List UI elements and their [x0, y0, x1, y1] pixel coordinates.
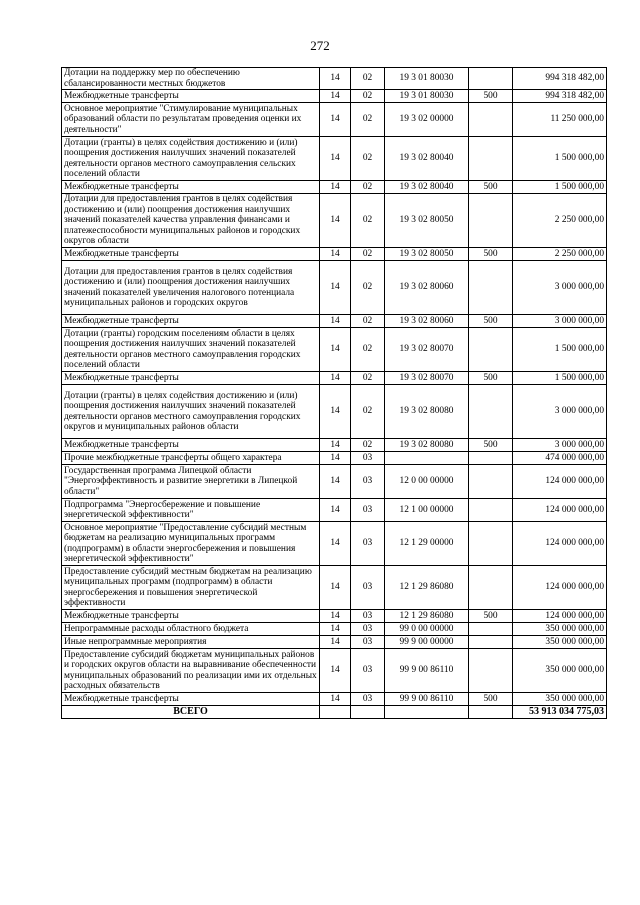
row-name-cell: Дотации для предоставления грантов в целях содействия достижению и (или) поощрения достижения наилучших значений показателей увеличения налогового потенциала муниципальных районов и городских округов [62, 261, 320, 315]
row-subsection-cell: 03 [351, 566, 385, 610]
row-subsection-cell: 03 [351, 649, 385, 693]
row-amount-cell: 1 500 000,00 [513, 328, 607, 372]
row-section-cell: 14 [320, 328, 351, 372]
row-subsection-cell: 02 [351, 439, 385, 452]
row-article-cell: 19 3 02 80040 [385, 181, 469, 194]
row-name-cell: Дотации (гранты) городским поселениям области в целях поощрения достижения наилучших значений показателей деятельности органов местного самоуправления городских поселений области [62, 328, 320, 372]
row-amount-cell: 3 000 000,00 [513, 315, 607, 328]
row-name-cell: Подпрограмма "Энергосбережение и повышение энергетической эффективности" [62, 499, 320, 522]
row-article-cell: 12 0 00 00000 [385, 465, 469, 499]
row-name-cell: Межбюджетные трансферты [62, 372, 320, 385]
row-name-cell: Основное мероприятие "Стимулирование муниципальных образований области по результатам проведения оценки их деятельности" [62, 103, 320, 137]
row-amount-cell: 1 500 000,00 [513, 137, 607, 181]
row-article-cell: 99 9 00 86110 [385, 649, 469, 693]
row-article-cell: 12 1 00 00000 [385, 499, 469, 522]
row-amount-cell: 350 000 000,00 [513, 693, 607, 706]
row-amount-cell: 2 250 000,00 [513, 194, 607, 248]
row-expense-type-cell: 500 [469, 439, 513, 452]
row-section-cell: 14 [320, 248, 351, 261]
row-amount-cell: 994 318 482,00 [513, 90, 607, 103]
row-article-cell: 19 3 02 80060 [385, 261, 469, 315]
total-empty-cell [469, 706, 513, 719]
row-section-cell: 14 [320, 465, 351, 499]
row-expense-type-cell: 500 [469, 90, 513, 103]
row-section-cell: 14 [320, 194, 351, 248]
row-amount-cell: 1 500 000,00 [513, 181, 607, 194]
row-expense-type-cell [469, 452, 513, 465]
table-row [62, 194, 607, 248]
row-amount-cell: 1 500 000,00 [513, 372, 607, 385]
budget-table [61, 67, 607, 719]
row-article-cell: 19 3 02 80050 [385, 194, 469, 248]
row-name-cell: Дотации на поддержку мер по обеспечению сбалансированности местных бюджетов [62, 68, 320, 90]
row-name-cell: Государственная программа Липецкой области "Энергоэффективность и развитие энергетики в Липецкой области" [62, 465, 320, 499]
row-subsection-cell: 02 [351, 68, 385, 90]
row-section-cell: 14 [320, 261, 351, 315]
table-row [62, 566, 607, 610]
row-section-cell: 14 [320, 137, 351, 181]
row-expense-type-cell [469, 328, 513, 372]
table-row [62, 261, 607, 315]
row-section-cell: 14 [320, 439, 351, 452]
table-row [62, 439, 607, 452]
row-amount-cell: 3 000 000,00 [513, 439, 607, 452]
row-name-cell: Дотации для предоставления грантов в целях содействия достижению и (или) поощрения достижения наилучших значений показателей качества управления финансами и платежеспособности муниципальных районов и городских округов области [62, 194, 320, 248]
row-subsection-cell: 02 [351, 137, 385, 181]
row-subsection-cell: 03 [351, 499, 385, 522]
row-expense-type-cell: 500 [469, 248, 513, 261]
row-section-cell: 14 [320, 522, 351, 566]
row-article-cell: 19 3 02 80050 [385, 248, 469, 261]
table-row [62, 623, 607, 636]
row-name-cell: Прочие межбюджетные трансферты общего характера [62, 452, 320, 465]
row-expense-type-cell [469, 68, 513, 90]
row-section-cell: 14 [320, 649, 351, 693]
row-name-cell: Предоставление субсидий местным бюджетам на реализацию муниципальных программ (подпрограмм) в области энергосбережения и повышения энергетической эффективности [62, 566, 320, 610]
row-section-cell: 14 [320, 103, 351, 137]
row-amount-cell: 124 000 000,00 [513, 499, 607, 522]
row-amount-cell: 124 000 000,00 [513, 566, 607, 610]
table-row [62, 90, 607, 103]
row-subsection-cell: 03 [351, 636, 385, 649]
row-name-cell: Межбюджетные трансферты [62, 248, 320, 261]
row-expense-type-cell [469, 465, 513, 499]
table-row [62, 693, 607, 706]
row-name-cell: Межбюджетные трансферты [62, 693, 320, 706]
row-expense-type-cell [469, 499, 513, 522]
row-expense-type-cell [469, 261, 513, 315]
row-section-cell: 14 [320, 452, 351, 465]
row-article-cell: 19 3 01 80030 [385, 68, 469, 90]
row-name-cell: Межбюджетные трансферты [62, 181, 320, 194]
row-expense-type-cell: 500 [469, 372, 513, 385]
row-section-cell: 14 [320, 90, 351, 103]
row-article-cell: 12 1 29 00000 [385, 522, 469, 566]
row-expense-type-cell [469, 649, 513, 693]
table-row [62, 68, 607, 90]
row-name-cell: Дотации (гранты) в целях содействия достижению и (или) поощрения достижения наилучших значений показателей деятельности органов местного самоуправления сельских поселений области [62, 137, 320, 181]
total-empty-cell [320, 706, 351, 719]
row-expense-type-cell: 500 [469, 181, 513, 194]
row-section-cell: 14 [320, 499, 351, 522]
row-name-cell: Межбюджетные трансферты [62, 439, 320, 452]
row-name-cell: Межбюджетные трансферты [62, 315, 320, 328]
row-article-cell: 99 9 00 00000 [385, 636, 469, 649]
row-subsection-cell: 03 [351, 465, 385, 499]
row-amount-cell: 474 000 000,00 [513, 452, 607, 465]
row-subsection-cell: 03 [351, 522, 385, 566]
table-row [62, 649, 607, 693]
total-row [62, 706, 607, 719]
row-article-cell: 19 3 02 80060 [385, 315, 469, 328]
row-expense-type-cell: 500 [469, 610, 513, 623]
row-name-cell: Предоставление субсидий бюджетам муниципальных районов и городских округов области на выравнивание обеспеченности муниципальных образований по реализации ими их отдельных расходных обязательств [62, 649, 320, 693]
row-expense-type-cell [469, 103, 513, 137]
row-amount-cell: 11 250 000,00 [513, 103, 607, 137]
table-row [62, 315, 607, 328]
row-article-cell: 19 3 02 80080 [385, 439, 469, 452]
table-row [62, 103, 607, 137]
table-row [62, 385, 607, 439]
table-row [62, 465, 607, 499]
row-expense-type-cell [469, 636, 513, 649]
table-row [62, 248, 607, 261]
total-label: ВСЕГО [62, 706, 320, 719]
table-row [62, 137, 607, 181]
row-article-cell: 19 3 02 80040 [385, 137, 469, 181]
total-amount: 53 913 034 775,03 [513, 706, 607, 719]
row-amount-cell: 124 000 000,00 [513, 465, 607, 499]
table-row [62, 181, 607, 194]
row-amount-cell: 2 250 000,00 [513, 248, 607, 261]
row-section-cell: 14 [320, 623, 351, 636]
row-article-cell: 12 1 29 86080 [385, 566, 469, 610]
row-subsection-cell: 02 [351, 194, 385, 248]
row-article-cell: 19 3 02 80080 [385, 385, 469, 439]
row-section-cell: 14 [320, 693, 351, 706]
row-section-cell: 14 [320, 636, 351, 649]
row-subsection-cell: 02 [351, 103, 385, 137]
table-row [62, 610, 607, 623]
row-subsection-cell: 02 [351, 90, 385, 103]
total-empty-cell [385, 706, 469, 719]
row-expense-type-cell [469, 385, 513, 439]
row-section-cell: 14 [320, 566, 351, 610]
row-amount-cell: 3 000 000,00 [513, 261, 607, 315]
row-subsection-cell: 02 [351, 328, 385, 372]
row-subsection-cell: 02 [351, 385, 385, 439]
row-amount-cell: 3 000 000,00 [513, 385, 607, 439]
row-article-cell: 19 3 02 80070 [385, 372, 469, 385]
row-article-cell: 99 9 00 86110 [385, 693, 469, 706]
table-row [62, 452, 607, 465]
row-name-cell: Межбюджетные трансферты [62, 90, 320, 103]
table-row [62, 522, 607, 566]
row-section-cell: 14 [320, 68, 351, 90]
row-article-cell: 19 3 02 00000 [385, 103, 469, 137]
row-section-cell: 14 [320, 610, 351, 623]
row-subsection-cell: 02 [351, 372, 385, 385]
row-amount-cell: 350 000 000,00 [513, 623, 607, 636]
row-name-cell: Иные непрограммные мероприятия [62, 636, 320, 649]
row-expense-type-cell [469, 137, 513, 181]
row-expense-type-cell [469, 194, 513, 248]
row-expense-type-cell: 500 [469, 315, 513, 328]
row-subsection-cell: 02 [351, 315, 385, 328]
row-subsection-cell: 02 [351, 261, 385, 315]
page-number: 272 [310, 38, 330, 53]
table-row [62, 636, 607, 649]
row-expense-type-cell: 500 [469, 693, 513, 706]
table-row [62, 499, 607, 522]
row-subsection-cell: 03 [351, 693, 385, 706]
row-section-cell: 14 [320, 385, 351, 439]
row-amount-cell: 124 000 000,00 [513, 610, 607, 623]
row-subsection-cell: 02 [351, 181, 385, 194]
row-name-cell: Непрограммные расходы областного бюджета [62, 623, 320, 636]
table-row [62, 328, 607, 372]
row-subsection-cell: 03 [351, 452, 385, 465]
row-expense-type-cell [469, 522, 513, 566]
row-name-cell: Дотации (гранты) в целях содействия достижению и (или) поощрения достижения наилучших значений показателей деятельности органов местного самоуправления городских округов и муниципальных районов области [62, 385, 320, 439]
row-subsection-cell: 03 [351, 623, 385, 636]
row-section-cell: 14 [320, 315, 351, 328]
total-empty-cell [351, 706, 385, 719]
row-amount-cell: 350 000 000,00 [513, 649, 607, 693]
row-amount-cell: 124 000 000,00 [513, 522, 607, 566]
row-expense-type-cell [469, 566, 513, 610]
row-article-cell: 12 1 29 86080 [385, 610, 469, 623]
row-name-cell: Основное мероприятие "Предоставление субсидий местным бюджетам на реализацию муниципальных программ (подпрограмм) в области энергосбережения и повышения энергетической эффективности" [62, 522, 320, 566]
row-section-cell: 14 [320, 181, 351, 194]
row-article-cell: 19 3 01 80030 [385, 90, 469, 103]
row-article-cell: 99 0 00 00000 [385, 623, 469, 636]
row-article-cell: 19 3 02 80070 [385, 328, 469, 372]
row-subsection-cell: 03 [351, 610, 385, 623]
table-row [62, 372, 607, 385]
row-expense-type-cell [469, 623, 513, 636]
row-subsection-cell: 02 [351, 248, 385, 261]
row-amount-cell: 350 000 000,00 [513, 636, 607, 649]
row-section-cell: 14 [320, 372, 351, 385]
row-amount-cell: 994 318 482,00 [513, 68, 607, 90]
row-name-cell: Межбюджетные трансферты [62, 610, 320, 623]
row-article-cell [385, 452, 469, 465]
